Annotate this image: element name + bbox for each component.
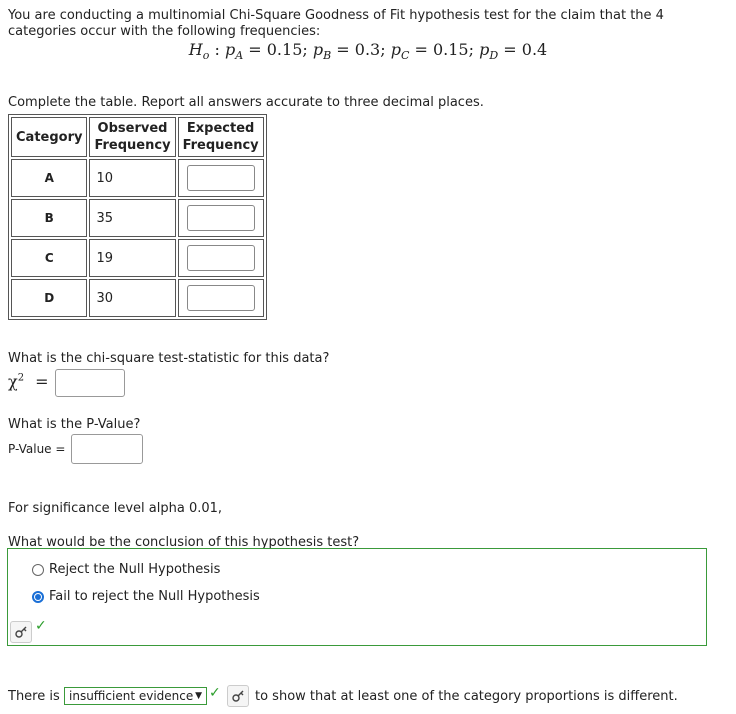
final-suffix: to show that at least one of the category proportions is different. <box>255 689 678 704</box>
p-b-symbol: p <box>312 40 324 59</box>
null-hypothesis <box>0 40 736 62</box>
observed-cell: 30 <box>89 279 175 317</box>
p-a-symbol: p <box>224 40 236 59</box>
table-row <box>11 199 264 237</box>
observed-cell: 10 <box>89 159 175 197</box>
conclusion-question: What would be the conclusion of this hypothesis test? <box>8 535 360 550</box>
p-d-value: = 0.4 <box>503 40 548 59</box>
table-row <box>11 239 264 277</box>
p-c-symbol: p <box>390 40 401 59</box>
h0-colon: : <box>214 40 220 59</box>
p-a-subscript: A <box>235 49 244 63</box>
h0-symbol: H <box>188 40 203 59</box>
evidence-select-value: insufficient evidence <box>69 689 194 703</box>
chi-equals: = <box>35 372 49 391</box>
check-icon: ✓ <box>209 685 221 701</box>
header-observed-line2: Frequency <box>94 138 171 153</box>
category-cell: D <box>11 279 87 317</box>
header-observed-line1: Observed <box>97 121 168 136</box>
expected-cell <box>178 199 264 237</box>
expected-input-c[interactable] <box>187 245 255 271</box>
key-icon[interactable] <box>227 685 249 707</box>
radio-fail-to-reject[interactable] <box>32 591 44 603</box>
header-expected-line1: Expected <box>186 121 255 136</box>
expected-cell <box>178 279 264 317</box>
final-prefix: There is <box>8 689 60 704</box>
expected-cell <box>178 239 264 277</box>
header-expected <box>178 117 264 157</box>
option-fail-to-reject[interactable] <box>32 589 260 604</box>
header-category: Category <box>11 117 87 157</box>
pvalue-input[interactable] <box>71 434 143 464</box>
table-row <box>11 159 264 197</box>
key-icon[interactable] <box>10 621 32 643</box>
chi-square-label <box>8 372 49 391</box>
expected-cell <box>178 159 264 197</box>
expected-input-a[interactable] <box>187 165 255 191</box>
problem-intro: You are conducting a multinomial Chi-Square Goodness of Fit hypothesis test for the claim that the 4 categories occur with the following frequencies: <box>8 8 664 39</box>
option-reject[interactable] <box>32 562 220 577</box>
p-c-subscript: C <box>400 49 410 63</box>
p-d-subscript: D <box>489 49 499 63</box>
evidence-select[interactable] <box>64 687 207 705</box>
category-cell: A <box>11 159 87 197</box>
p-b-subscript: B <box>323 49 332 63</box>
option-fail-to-reject-label: Fail to reject the Null Hypothesis <box>49 589 260 604</box>
p-c-value: = 0.15; <box>414 40 474 59</box>
chi-symbol: χ <box>8 372 18 391</box>
observed-cell: 19 <box>89 239 175 277</box>
expected-input-d[interactable] <box>187 285 255 311</box>
category-cell: B <box>11 199 87 237</box>
frequency-table <box>8 114 267 320</box>
observed-cell: 35 <box>89 199 175 237</box>
chi-superscript: 2 <box>17 372 25 384</box>
chi-square-input[interactable] <box>55 369 125 397</box>
header-observed <box>89 117 175 157</box>
table-row <box>11 279 264 317</box>
chevron-down-icon: ▼ <box>195 691 202 701</box>
check-icon: ✓ <box>35 618 47 634</box>
p-d-symbol: p <box>479 40 490 59</box>
instructions: Complete the table. Report all answers accurate to three decimal places. <box>8 95 484 110</box>
p-a-value: = 0.15; <box>248 40 308 59</box>
chi-square-question: What is the chi-square test-statistic for this data? <box>8 351 330 366</box>
expected-input-b[interactable] <box>187 205 255 231</box>
option-reject-label: Reject the Null Hypothesis <box>49 562 221 577</box>
radio-reject[interactable] <box>32 564 44 576</box>
p-b-value: = 0.3; <box>336 40 386 59</box>
header-expected-line2: Frequency <box>182 138 259 153</box>
pvalue-label: P-Value = <box>8 442 66 456</box>
pvalue-question: What is the P-Value? <box>8 417 141 432</box>
h0-subscript: o <box>202 49 210 63</box>
category-cell: C <box>11 239 87 277</box>
alpha-text: For significance level alpha 0.01, <box>8 501 223 516</box>
